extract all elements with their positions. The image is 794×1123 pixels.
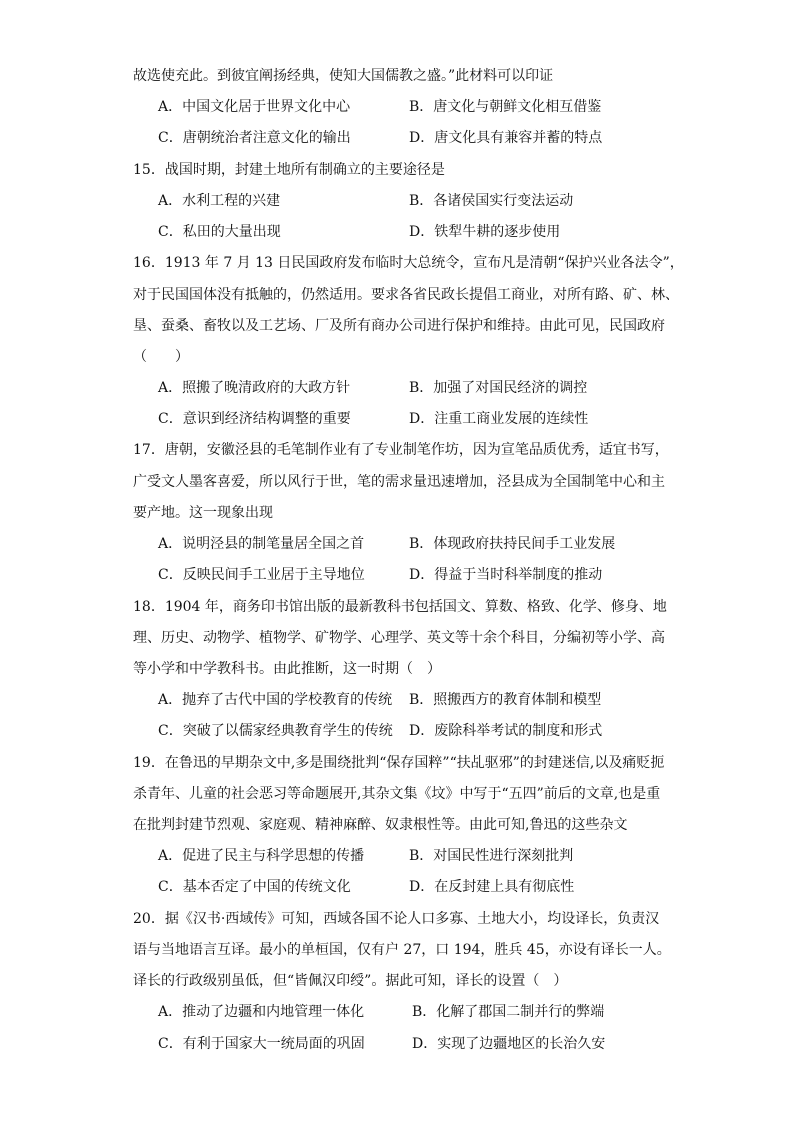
- question-18-stem: 理、历史、动物学、植物学、矿物学、心理学、英文等十余个科目，分编初等小学、高: [133, 630, 665, 646]
- q16-option-b: B．加强了对国民经济的调控: [409, 380, 588, 396]
- q20-option-d: D．实现了边疆地区的长治久安: [412, 1036, 606, 1052]
- question-17-stem: 广受文人墨客喜爱，所以风行于世，笔的需求量迅速增加，泾县成为全国制笔中心和主: [133, 474, 665, 490]
- q14-option-d: D．唐文化具有兼容并蓄的特点: [409, 130, 603, 146]
- q17-option-a: A．说明泾县的制笔量居全国之首: [158, 536, 365, 552]
- question-19-stem: 杀青年、儿童的社会恶习等命题展开,其杂文集《坟》中写于“五四”前后的文章,也是重: [133, 786, 661, 802]
- q19-option-a: A．促进了民主与科学思想的传播: [158, 848, 365, 864]
- question-17-stem: 要产地。这一现象出现: [133, 505, 273, 521]
- q19-option-c: C．基本否定了中国的传统文化: [158, 879, 351, 895]
- q18-option-c: C．突破了以儒家经典教育学生的传统: [158, 723, 393, 739]
- q14-option-c: C．唐朝统治者注意文化的输出: [158, 130, 351, 146]
- question-15-stem: 15．战国时期，封建土地所有制确立的主要途径是: [133, 162, 445, 178]
- question-16-stem: 垦、蚕桑、畜牧以及工艺场、厂及所有商办公司进行保护和维持。由此可见，民国政府: [133, 318, 665, 334]
- q16-option-c: C．意识到经济结构调整的重要: [158, 411, 351, 427]
- q19-option-b: B．对国民性进行深刻批判: [409, 848, 574, 864]
- q16-option-a: A．照搬了晚清政府的大政方针: [158, 380, 351, 396]
- q15-option-d: D．铁犁牛耕的逐步使用: [409, 224, 561, 240]
- question-18-stem: 18．1904 年，商务印书馆出版的最新教科书包括国文、算数、格致、化学、修身、地: [133, 599, 667, 615]
- q15-option-c: C．私田的大量出现: [158, 224, 281, 240]
- question-20-stem: 译长的行政级别虽低，但“皆佩汉印绶”。据此可知，译长的设置（ ）: [133, 973, 568, 989]
- q14-option-b: B．唐文化与朝鲜文化相互借鉴: [409, 99, 602, 115]
- question-20-stem: 20．据《汉书·西域传》可知，西域各国不论人口多寡、土地大小，均设译长，负责汉: [133, 911, 660, 927]
- q20-option-b: B．化解了郡国二制并行的弊端: [412, 1004, 605, 1020]
- q15-option-a: A．水利工程的兴建: [158, 193, 281, 209]
- q14-option-a: A．中国文化居于世界文化中心: [158, 99, 351, 115]
- q19-option-d: D．在反封建上具有彻底性: [409, 879, 575, 895]
- question-16-answer-blank: （ ）: [133, 349, 189, 365]
- question-17-stem: 17．唐朝，安徽泾县的毛笔制作业有了专业制笔作坊，因为宣笔品质优秀，适宜书写，: [133, 442, 669, 458]
- q17-option-d: D．得益于当时科举制度的推动: [409, 567, 603, 583]
- question-18-stem: 等小学和中学教科书。由此推断，这一时期（ ）: [133, 661, 441, 677]
- question-14-stem-end: 故选使充此。到彼宜阐扬经典，使知大国儒教之盛。”此材料可以印证: [133, 68, 554, 84]
- question-16-stem: 对于民国国体没有抵触的，仍然适用。要求各省民政长提倡工商业，对所有路、矿、林、: [133, 287, 679, 303]
- q20-option-c: C．有利于国家大一统局面的巩固: [158, 1036, 365, 1052]
- question-20-stem: 语与当地语言互译。最小的单桓国，仅有户 27，口 194，胜兵 45，亦设有译长一人。: [133, 942, 671, 958]
- q17-option-c: C．反映民间手工业居于主导地位: [158, 567, 365, 583]
- question-16-stem: 16．1913 年 7 月 13 日民国政府发布临时大总统令，宣布凡是清朝“保护兴业各法令”，: [133, 255, 684, 271]
- q16-option-d: D．注重工商业发展的连续性: [409, 411, 589, 427]
- q17-option-b: B．体现政府扶持民间手工业发展: [409, 536, 616, 552]
- q18-option-a: A．抛弃了古代中国的学校教育的传统: [158, 692, 393, 708]
- question-19-stem: 19．在鲁迅的早期杂文中,多是围绕批判“保存国粹”“扶乩驱邪”的封建迷信,以及痛贬扼: [133, 755, 665, 771]
- q18-option-b: B．照搬西方的教育体制和模型: [409, 692, 602, 708]
- question-19-stem: 在批判封建节烈观、家庭观、精神麻醉、奴隶根性等。由此可知,鲁迅的这些杂文: [133, 817, 628, 833]
- q20-option-a: A．推动了边疆和内地管理一体化: [158, 1004, 365, 1020]
- q18-option-d: D．废除科举考试的制度和形式: [409, 723, 603, 739]
- q15-option-b: B．各诸侯国实行变法运动: [409, 193, 574, 209]
